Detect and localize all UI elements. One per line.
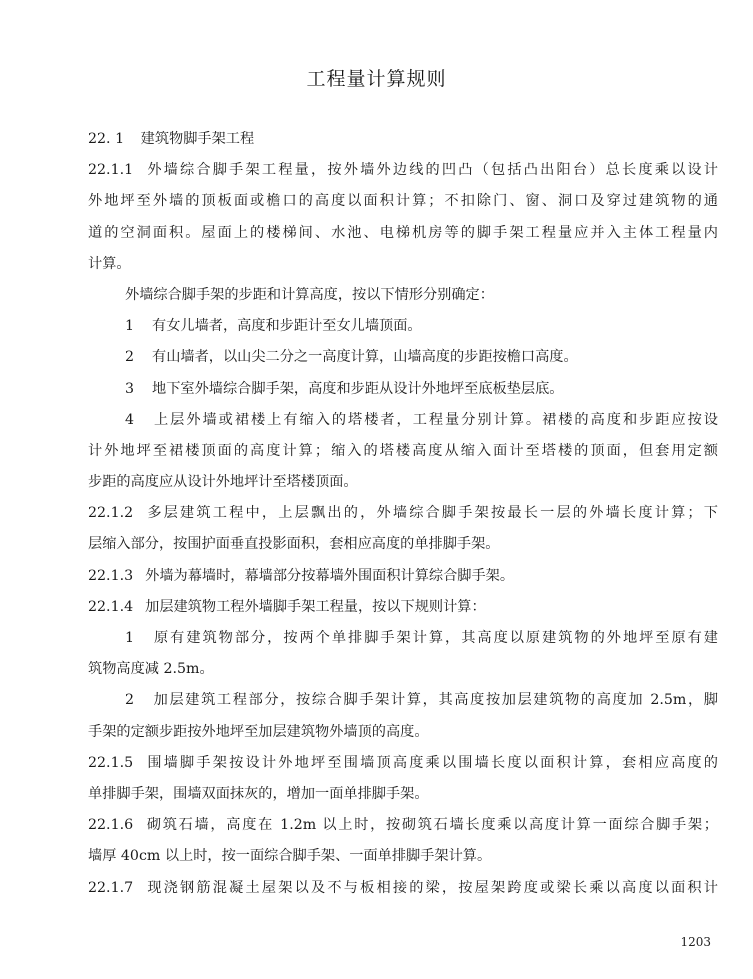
clause-22-1-1-line-1 (88, 155, 718, 186)
clause-22-1-1-line-4: 计算。 (88, 255, 131, 272)
list-item-number: 2 (125, 692, 135, 709)
page-title: 工程量计算规则 (306, 68, 447, 90)
clause-text: 多层建筑工程中，上层飘出的，外墙综合脚手架按最长一层的外墙长度计算；下 (145, 505, 718, 522)
clause-text: 外墙为幕墙时，幕墙部分按幕墙外围面积计算综合脚手架。 (145, 567, 515, 584)
section-title: 建筑物脚手架工程 (140, 131, 255, 147)
list-item-number: 3 (125, 380, 135, 397)
list-item-text: 上层外墙或裙楼上有缩入的塔楼者，工程量分别计算。裙楼的高度和步距应按设 (152, 411, 718, 428)
list-item-text: 有山墙者，以山尖二分之一高度计算，山墙高度的步距按檐口高度。 (152, 349, 578, 366)
clause-number: 22.1.6 (88, 817, 134, 834)
list-item-4-line-3: 步距的高度应从设计外地坪计至塔楼顶面。 (88, 474, 358, 491)
section-heading (88, 124, 718, 155)
sub-item-1-line-1 (88, 623, 718, 654)
clause-text: 加层建筑物工程外墙脚手架工程量，按以下规则计算： (145, 598, 486, 615)
clause-number: 22.1.7 (88, 879, 134, 896)
list-item-number: 1 (125, 318, 135, 335)
clause-text: 现浇钢筋混凝土屋架以及不与板相接的梁，按屋架跨度或梁长乘以高度以面积计 (145, 879, 718, 896)
list-item-4-line-1 (88, 405, 718, 436)
clause-22-1-3 (88, 561, 718, 592)
clause-text: 砌筑石墙，高度在 1.2m 以上时，按砌筑石墙长度乘以高度计算一面综合脚手架； (145, 817, 718, 834)
clause-22-1-1-line-3: 道的空洞面积。屋面上的楼梯间、水池、电梯机房等的脚手架工程量应并入主体工程量内 (88, 224, 718, 241)
clause-number: 22.1.1 (88, 162, 134, 179)
clause-22-1-4 (88, 592, 718, 623)
sub-item-2-line-1 (88, 685, 718, 716)
section-number: 22. 1 (88, 131, 125, 147)
clause-22-1-6-line-1 (88, 810, 718, 841)
clause-number: 22.1.5 (88, 754, 134, 771)
sub-item-1-line-2: 筑物高度减 2.5m。 (88, 661, 214, 678)
list-item (88, 311, 718, 342)
clause-22-1-7-line-1 (88, 873, 718, 904)
clause-22-1-5-line-1 (88, 748, 718, 779)
clause-number: 22.1.3 (88, 567, 134, 584)
list-item-number: 4 (125, 411, 135, 428)
clause-number: 22.1.2 (88, 505, 134, 522)
intro-paragraph: 外墙综合脚手架的步距和计算高度，按以下情形分别确定： (125, 286, 494, 303)
clause-number: 22.1.4 (88, 598, 134, 615)
list-item-text: 有女儿墙者，高度和步距计至女儿墙顶面。 (152, 318, 422, 335)
clause-22-1-2-line-1 (88, 498, 718, 529)
clause-text: 围墙脚手架按设计外地坪至围墙顶高度乘以围墙长度以面积计算，套相应高度的 (145, 754, 718, 771)
clause-22-1-6-line-2: 墙厚 40cm 以上时，按一面综合脚手架、一面单排脚手架计算。 (88, 848, 492, 865)
document-body (88, 124, 718, 904)
list-item-4-line-2: 计外地坪至裙楼顶面的高度计算；缩入的塔楼高度从缩入面计至塔楼的顶面，但套用定额 (88, 442, 718, 459)
clause-22-1-5-line-2: 单排脚手架，围墙双面抹灰的，增加一面单排脚手架。 (88, 785, 429, 802)
list-item (88, 342, 718, 373)
sub-item-2-line-2: 手架的定额步距按外地坪至加层建筑物外墙顶的高度。 (88, 723, 429, 740)
list-item-number: 1 (125, 630, 135, 646)
list-item-text: 加层建筑工程部分，按综合脚手架计算，其高度按加层建筑物的高度加 2.5m，脚 (152, 692, 718, 709)
list-item (88, 374, 718, 405)
list-item-number: 2 (125, 349, 135, 366)
clause-22-1-2-line-2: 层缩入部分，按围护面垂直投影面积，套相应高度的单排脚手架。 (88, 536, 500, 553)
clause-22-1-1-line-2: 外地坪至外墙的顶板面或檐口的高度以面积计算；不扣除门、窗、洞口及穿过建筑物的通 (88, 193, 718, 210)
clause-text: 外墙综合脚手架工程量，按外墙外边线的凹凸（包括凸出阳台）总长度乘以设计 (145, 162, 718, 179)
page-number: 1203 (680, 935, 711, 949)
list-item-text: 原有建筑物部分，按两个单排脚手架计算，其高度以原建筑物的外地坪至原有建 (152, 630, 718, 646)
list-item-text: 地下室外墙综合脚手架，高度和步距从设计外地坪至底板垫层底。 (152, 380, 564, 397)
